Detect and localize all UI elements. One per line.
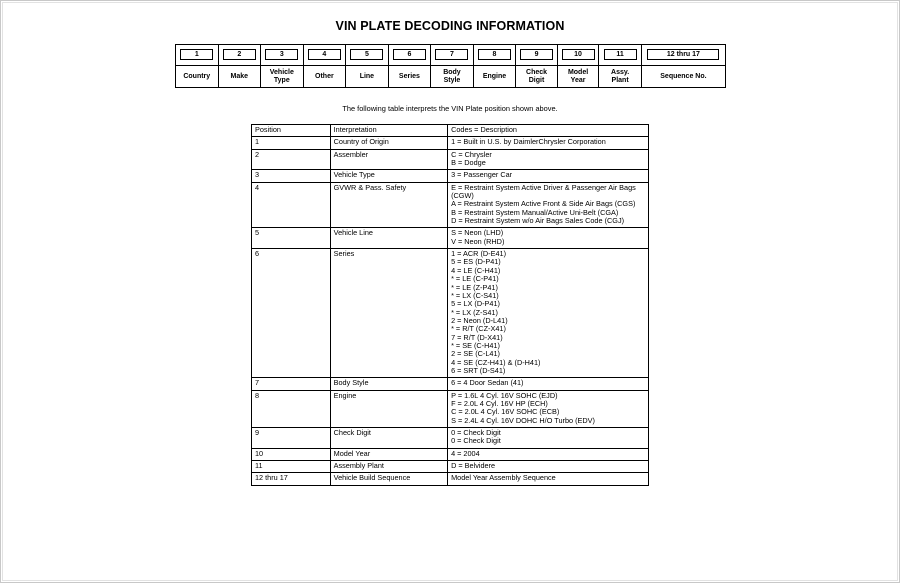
vin-position-label: Check Digit (526, 68, 548, 84)
vin-position-label: Sequence No. (660, 72, 707, 80)
codes-cell (448, 228, 649, 249)
interpretation-cell: Engine (330, 390, 447, 427)
vin-position-1 (176, 45, 219, 87)
code-line: * = LE (C-P41) (451, 274, 499, 284)
code-line: E = Restraint System Active Driver & Passenger Air Bags (451, 182, 636, 192)
header-position: Position (252, 125, 331, 137)
position-cell: 8 (252, 390, 331, 427)
vin-position-7 (431, 45, 474, 87)
table-header-row (252, 125, 649, 137)
vin-position-9 (516, 45, 558, 87)
vin-position-2 (219, 45, 262, 87)
code-line: B = Restraint System Manual/Active Uni-Belt (CGA) (451, 207, 619, 217)
codes-cell (448, 378, 649, 390)
vin-position-10 (558, 45, 600, 87)
code-line: * = SE (C-H41) (451, 340, 500, 350)
code-line: * = LX (C-S41) (451, 290, 499, 300)
code-line: F = 2.0L 4 Cyl. 16V HP (ECH) (451, 398, 548, 408)
vin-position-4 (304, 45, 347, 87)
code-line: 2 = SE (C-L41) (451, 349, 500, 359)
code-line: 4 = LE (C-H41) (451, 265, 501, 275)
code-line: A = Restraint System Active Front & Side Air Bags (CGS) (451, 199, 636, 209)
table-row (252, 428, 649, 449)
interpretation-cell: Vehicle Build Sequence (330, 473, 447, 485)
interpretation-cell: Series (330, 249, 447, 378)
codes-cell (448, 137, 649, 149)
vin-position-number: 2 (223, 49, 256, 60)
intro-text: The following table interprets the VIN Plate position shown above. (342, 104, 558, 113)
code-line: D = Restraint System w/o Air Bags Sales Code (CGJ) (451, 216, 625, 226)
interpretation-cell: Country of Origin (330, 137, 447, 149)
table-row (252, 228, 649, 249)
vin-position-number: 9 (520, 49, 553, 60)
codes-cell (448, 170, 649, 182)
interpretation-cell: Vehicle Line (330, 228, 447, 249)
code-line: 7 = R/T (D-X41) (451, 332, 503, 342)
table-row (252, 137, 649, 149)
code-line: D = Belvidere (451, 461, 496, 471)
position-cell: 1 (252, 137, 331, 149)
table-row (252, 149, 649, 170)
code-line: (CGW) (451, 191, 474, 201)
interpretation-cell: Vehicle Type (330, 170, 447, 182)
position-cell: 4 (252, 182, 331, 228)
vin-position-label: Other (315, 72, 334, 80)
vin-position-label: Country (183, 72, 211, 80)
codes-cell (448, 249, 649, 378)
position-cell: 2 (252, 149, 331, 170)
codes-cell (448, 448, 649, 460)
interpretation-cell: GVWR & Pass. Safety (330, 182, 447, 228)
vin-position-label: Model Year (567, 68, 589, 84)
page-title: VIN PLATE DECODING INFORMATION (335, 19, 565, 33)
interpretation-cell: Body Style (330, 378, 447, 390)
table-row (252, 182, 649, 228)
table-row (252, 249, 649, 378)
vin-plate-diagram (175, 44, 726, 88)
vin-position-number: 12 thru 17 (647, 49, 719, 60)
position-cell: 6 (252, 249, 331, 378)
codes-cell (448, 428, 649, 449)
code-line: * = LX (Z-S41) (451, 307, 498, 317)
code-line: C = 2.0L 4 Cyl. 16V SOHC (ECB) (451, 407, 560, 417)
code-line: 3 = Passenger Car (451, 170, 513, 180)
vin-position-5 (346, 45, 389, 87)
vin-position-6 (389, 45, 432, 87)
table-row (252, 448, 649, 460)
vin-position-label: Series (398, 72, 420, 80)
codes-cell (448, 149, 649, 170)
position-cell: 11 (252, 461, 331, 473)
table-row (252, 461, 649, 473)
codes-cell (448, 473, 649, 485)
code-line: 0 = Check Digit (451, 428, 501, 437)
vin-position-12 (642, 45, 725, 87)
code-line: 4 = 2004 (451, 448, 480, 458)
interpretation-cell: Assembler (330, 149, 447, 170)
vin-position-label: Make (230, 72, 249, 80)
vin-position-3 (261, 45, 304, 87)
vin-position-number: 3 (265, 49, 298, 60)
vin-position-label: Vehicle Type (269, 68, 294, 84)
interpretation-cell: Model Year (330, 448, 447, 460)
code-line: S = Neon (LHD) (451, 228, 504, 238)
code-line: 0 = Check Digit (451, 436, 501, 446)
code-line: S = 2.4L 4 Cyl. 16V DOHC H/O Turbo (EDV) (451, 415, 595, 425)
position-cell: 7 (252, 378, 331, 390)
code-line: 5 = LX (D-P41) (451, 299, 500, 309)
code-line: 1 = Built in U.S. by DaimlerChrysler Corporation (451, 137, 606, 147)
code-line: 2 = Neon (D-L41) (451, 315, 508, 325)
vin-position-label: Assy. Plant (611, 68, 630, 84)
position-cell: 5 (252, 228, 331, 249)
vin-position-label: Line (359, 72, 375, 80)
vin-decode-table (251, 124, 649, 486)
code-line: Model Year Assembly Sequence (451, 473, 556, 483)
vin-position-number: 1 (180, 49, 213, 60)
code-line: 6 = 4 Door Sedan (41) (451, 378, 524, 388)
code-line: 1 = ACR (D-E41) (451, 249, 507, 259)
table-row (252, 473, 649, 485)
vin-position-8 (474, 45, 517, 87)
table-row (252, 390, 649, 427)
position-cell: 12 thru 17 (252, 473, 331, 485)
vin-position-label: Body Style (443, 68, 461, 84)
code-line: P = 1.6L 4 Cyl. 16V SOHC (EJD) (451, 390, 558, 400)
code-line: B = Dodge (451, 158, 486, 168)
codes-cell (448, 182, 649, 228)
position-cell: 10 (252, 448, 331, 460)
header-interpretation: Interpretation (330, 125, 447, 137)
vin-position-number: 11 (604, 49, 637, 60)
vin-position-number: 8 (478, 49, 511, 60)
code-line: 4 = SE (CZ-H41) & (D-H41) (451, 357, 541, 367)
table-row (252, 378, 649, 390)
code-line: * = LE (Z-P41) (451, 282, 498, 292)
vin-position-number: 10 (562, 49, 595, 60)
vin-position-number: 7 (435, 49, 468, 60)
interpretation-cell: Check Digit (330, 428, 447, 449)
vin-position-number: 6 (393, 49, 426, 60)
header-codes: Codes = Description (448, 125, 649, 137)
codes-cell (448, 461, 649, 473)
vin-position-number: 4 (308, 49, 341, 60)
code-line: * = R/T (CZ-X41) (451, 324, 506, 334)
vin-position-number: 5 (350, 49, 383, 60)
position-cell: 3 (252, 170, 331, 182)
code-line: 5 = ES (D-P41) (451, 257, 501, 267)
table-row (252, 170, 649, 182)
code-line: 6 = SRT (D-S41) (451, 365, 506, 375)
position-cell: 9 (252, 428, 331, 449)
codes-cell (448, 390, 649, 427)
code-line: V = Neon (RHD) (451, 236, 505, 246)
vin-position-11 (599, 45, 642, 87)
vin-position-label: Engine (482, 72, 507, 80)
code-line: C = Chrysler (451, 149, 492, 159)
interpretation-cell: Assembly Plant (330, 461, 447, 473)
